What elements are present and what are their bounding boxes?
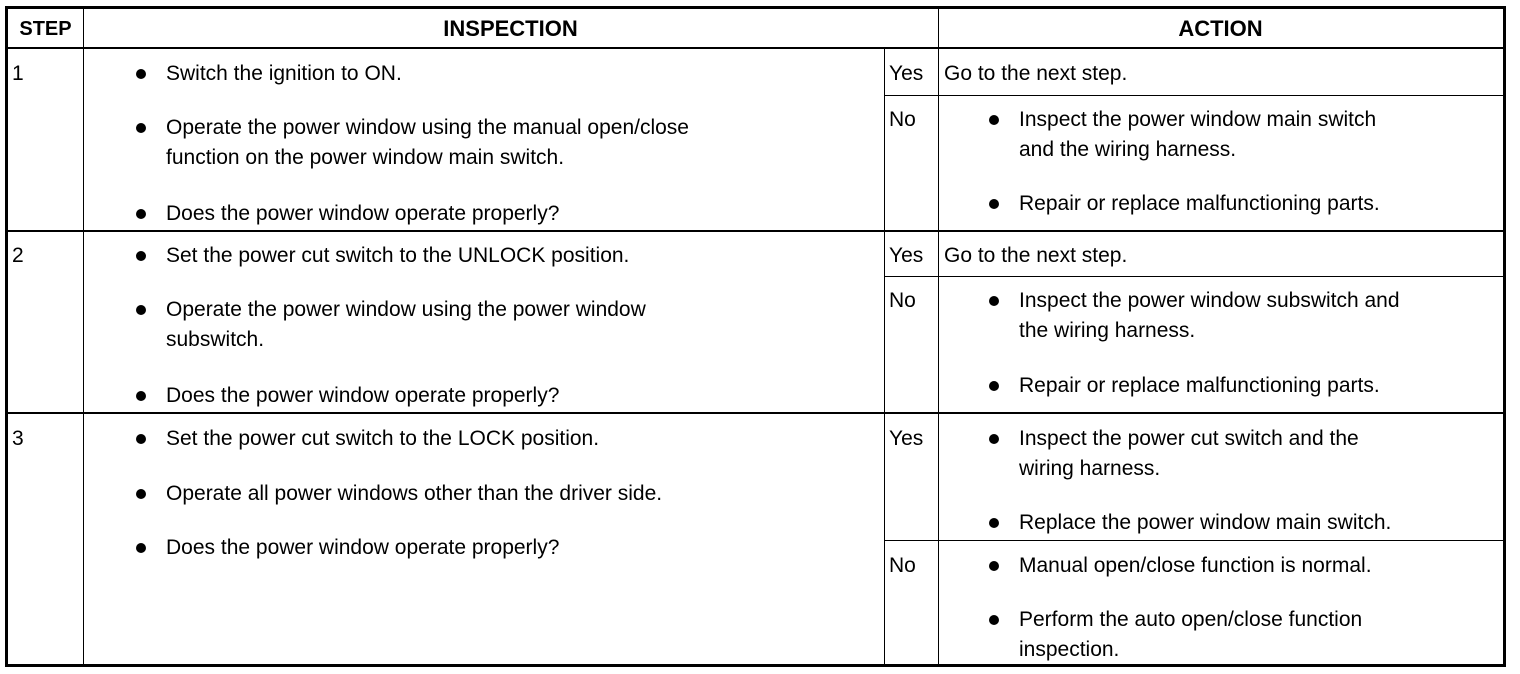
step-1: 1: [12, 62, 24, 85]
inspection-text: Switch the ignition to ON.: [166, 62, 402, 85]
row3-action-divider: [884, 540, 1503, 541]
bullet: [989, 518, 999, 528]
inspection-text: Does the power window operate properly?: [166, 384, 560, 407]
action-text: Inspect the power window main switch: [1019, 108, 1377, 131]
bullet: [989, 381, 999, 391]
bullet: [136, 69, 146, 79]
inspection-text: Set the power cut switch to the LOCK position.: [166, 427, 600, 450]
inspection-text: Operate the power window using the power window: [166, 298, 646, 321]
bullet: [136, 209, 146, 219]
action-text: Go to the next step.: [944, 62, 1128, 85]
bullet: [136, 123, 146, 133]
step-3: 3: [12, 427, 24, 450]
row2-bottom: [8, 412, 1503, 414]
no-label: No: [889, 554, 916, 577]
action-text: Replace the power window main switch.: [1019, 511, 1392, 534]
action-text: Manual open/close function is normal.: [1019, 554, 1372, 577]
inspection-text: Does the power window operate properly?: [166, 202, 560, 225]
action-text: and the wiring harness.: [1019, 138, 1237, 161]
bullet: [989, 434, 999, 444]
inspection-text: Operate all power windows other than the driver side.: [166, 482, 663, 505]
no-label: No: [889, 108, 916, 131]
inspection-text: subswitch.: [166, 328, 265, 351]
col-divider-inspection: [938, 9, 939, 664]
inspection-text: Does the power window operate properly?: [166, 536, 560, 559]
header-step: STEP: [19, 18, 72, 40]
action-text: Go to the next step.: [944, 244, 1128, 267]
inspection-text: function on the power window main switch.: [166, 146, 565, 169]
header-inspection: INSPECTION: [443, 16, 578, 41]
yes-label: Yes: [889, 427, 924, 450]
row1-bottom: [8, 230, 1503, 232]
action-text: inspection.: [1019, 638, 1120, 661]
bullet: [989, 561, 999, 571]
bullet: [989, 615, 999, 625]
bullet: [136, 434, 146, 444]
no-label: No: [889, 289, 916, 312]
header-action: ACTION: [1178, 16, 1263, 41]
inspection-text: Set the power cut switch to the UNLOCK position.: [166, 244, 630, 267]
step-2: 2: [12, 244, 24, 267]
yes-label: Yes: [889, 244, 924, 267]
action-text: Repair or replace malfunctioning parts.: [1019, 192, 1380, 215]
action-text: Repair or replace malfunctioning parts.: [1019, 374, 1380, 397]
bullet: [136, 391, 146, 401]
action-text: Inspect the power window subswitch and: [1019, 289, 1400, 312]
action-text: the wiring harness.: [1019, 319, 1196, 342]
bullet: [136, 543, 146, 553]
col-divider-yesno: [884, 49, 885, 664]
action-text: Inspect the power cut switch and the: [1019, 427, 1359, 450]
header-divider: [8, 47, 1503, 49]
bullet: [989, 199, 999, 209]
bullet: [136, 489, 146, 499]
yes-label: Yes: [889, 62, 924, 85]
bullet: [136, 251, 146, 261]
action-text: Perform the auto open/close function: [1019, 608, 1363, 631]
bullet: [989, 115, 999, 125]
row2-action-divider: [884, 276, 1503, 277]
inspection-table: [5, 6, 1506, 667]
inspection-text: Operate the power window using the manual open/close: [166, 116, 689, 139]
bullet: [989, 296, 999, 306]
row1-action-divider: [884, 95, 1503, 96]
bullet: [136, 305, 146, 315]
action-text: wiring harness.: [1019, 457, 1161, 480]
col-divider-step: [83, 9, 84, 664]
